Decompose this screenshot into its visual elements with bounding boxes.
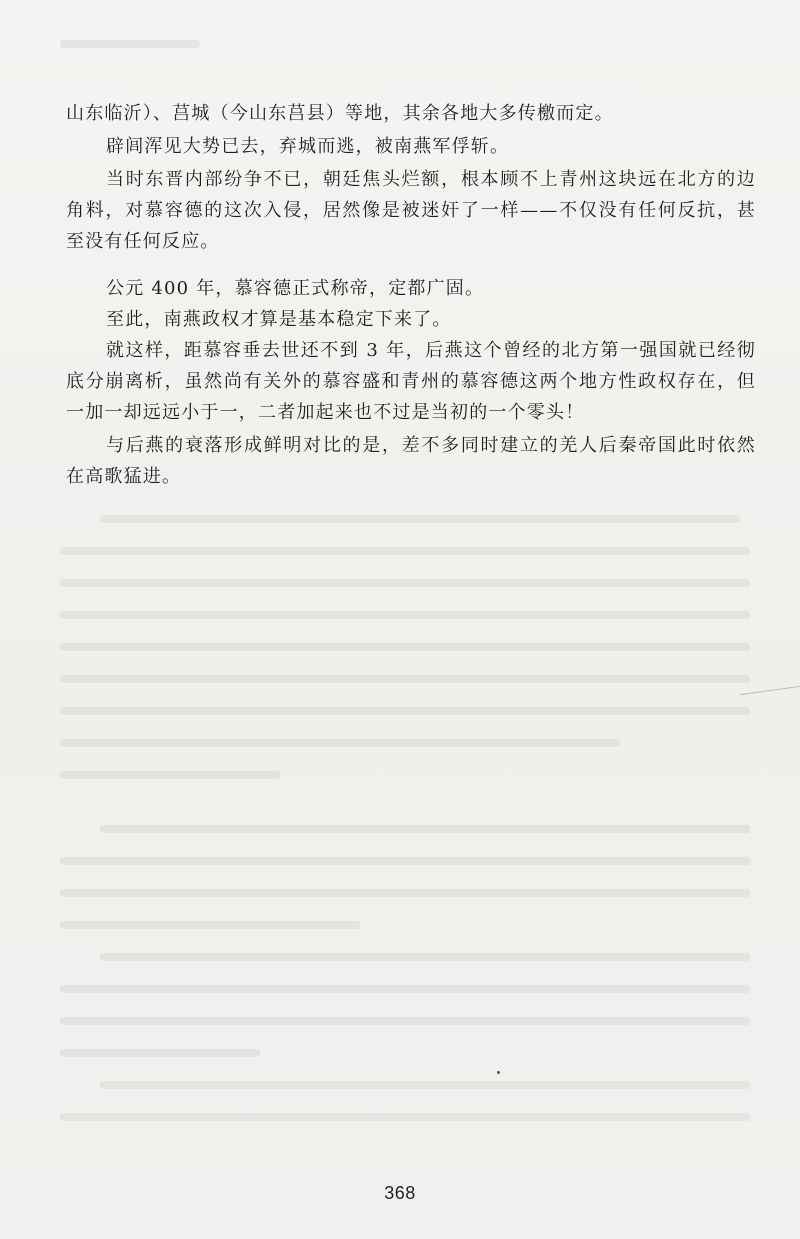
bleed-through-text: [60, 505, 760, 1145]
paragraph: 公元 400 年，慕容德正式称帝，定都广固。: [106, 278, 485, 299]
bleed-through-header: [60, 40, 200, 48]
page-number: 368: [384, 1183, 416, 1203]
paragraph: 辟闾浑见大势已去，弃城而逃，被南燕军俘斩。: [106, 136, 510, 157]
paragraph: 至此，南燕政权才算是基本稳定下来了。: [106, 309, 452, 330]
paragraph: 就这样，距慕容垂去世还不到 3 年，后燕这个曾经的北方第一强国就已经彻底分崩离析，虽然尚有关外的慕容盛和青州的慕容德这两个地方性政权存在，但一加一却远远小于一，二者加起来也不过是当初的一个零头！: [66, 340, 756, 423]
body-text: [66, 98, 756, 492]
paragraph: 山东临沂）、莒城（今山东莒县）等地，其余各地大多传檄而定。: [66, 103, 614, 124]
paragraph: 与后燕的衰落形成鲜明对比的是，差不多同时建立的羌人后秦帝国此时依然在高歌猛进。: [66, 435, 756, 487]
paragraph: 当时东晋内部纷争不已，朝廷焦头烂额，根本顾不上青州这块远在北方的边角料，对慕容德的这次入侵，居然像是被迷奸了一样——不仅没有任何反抗，甚至没有任何反应。: [66, 169, 756, 252]
ink-dot: [497, 1071, 500, 1074]
